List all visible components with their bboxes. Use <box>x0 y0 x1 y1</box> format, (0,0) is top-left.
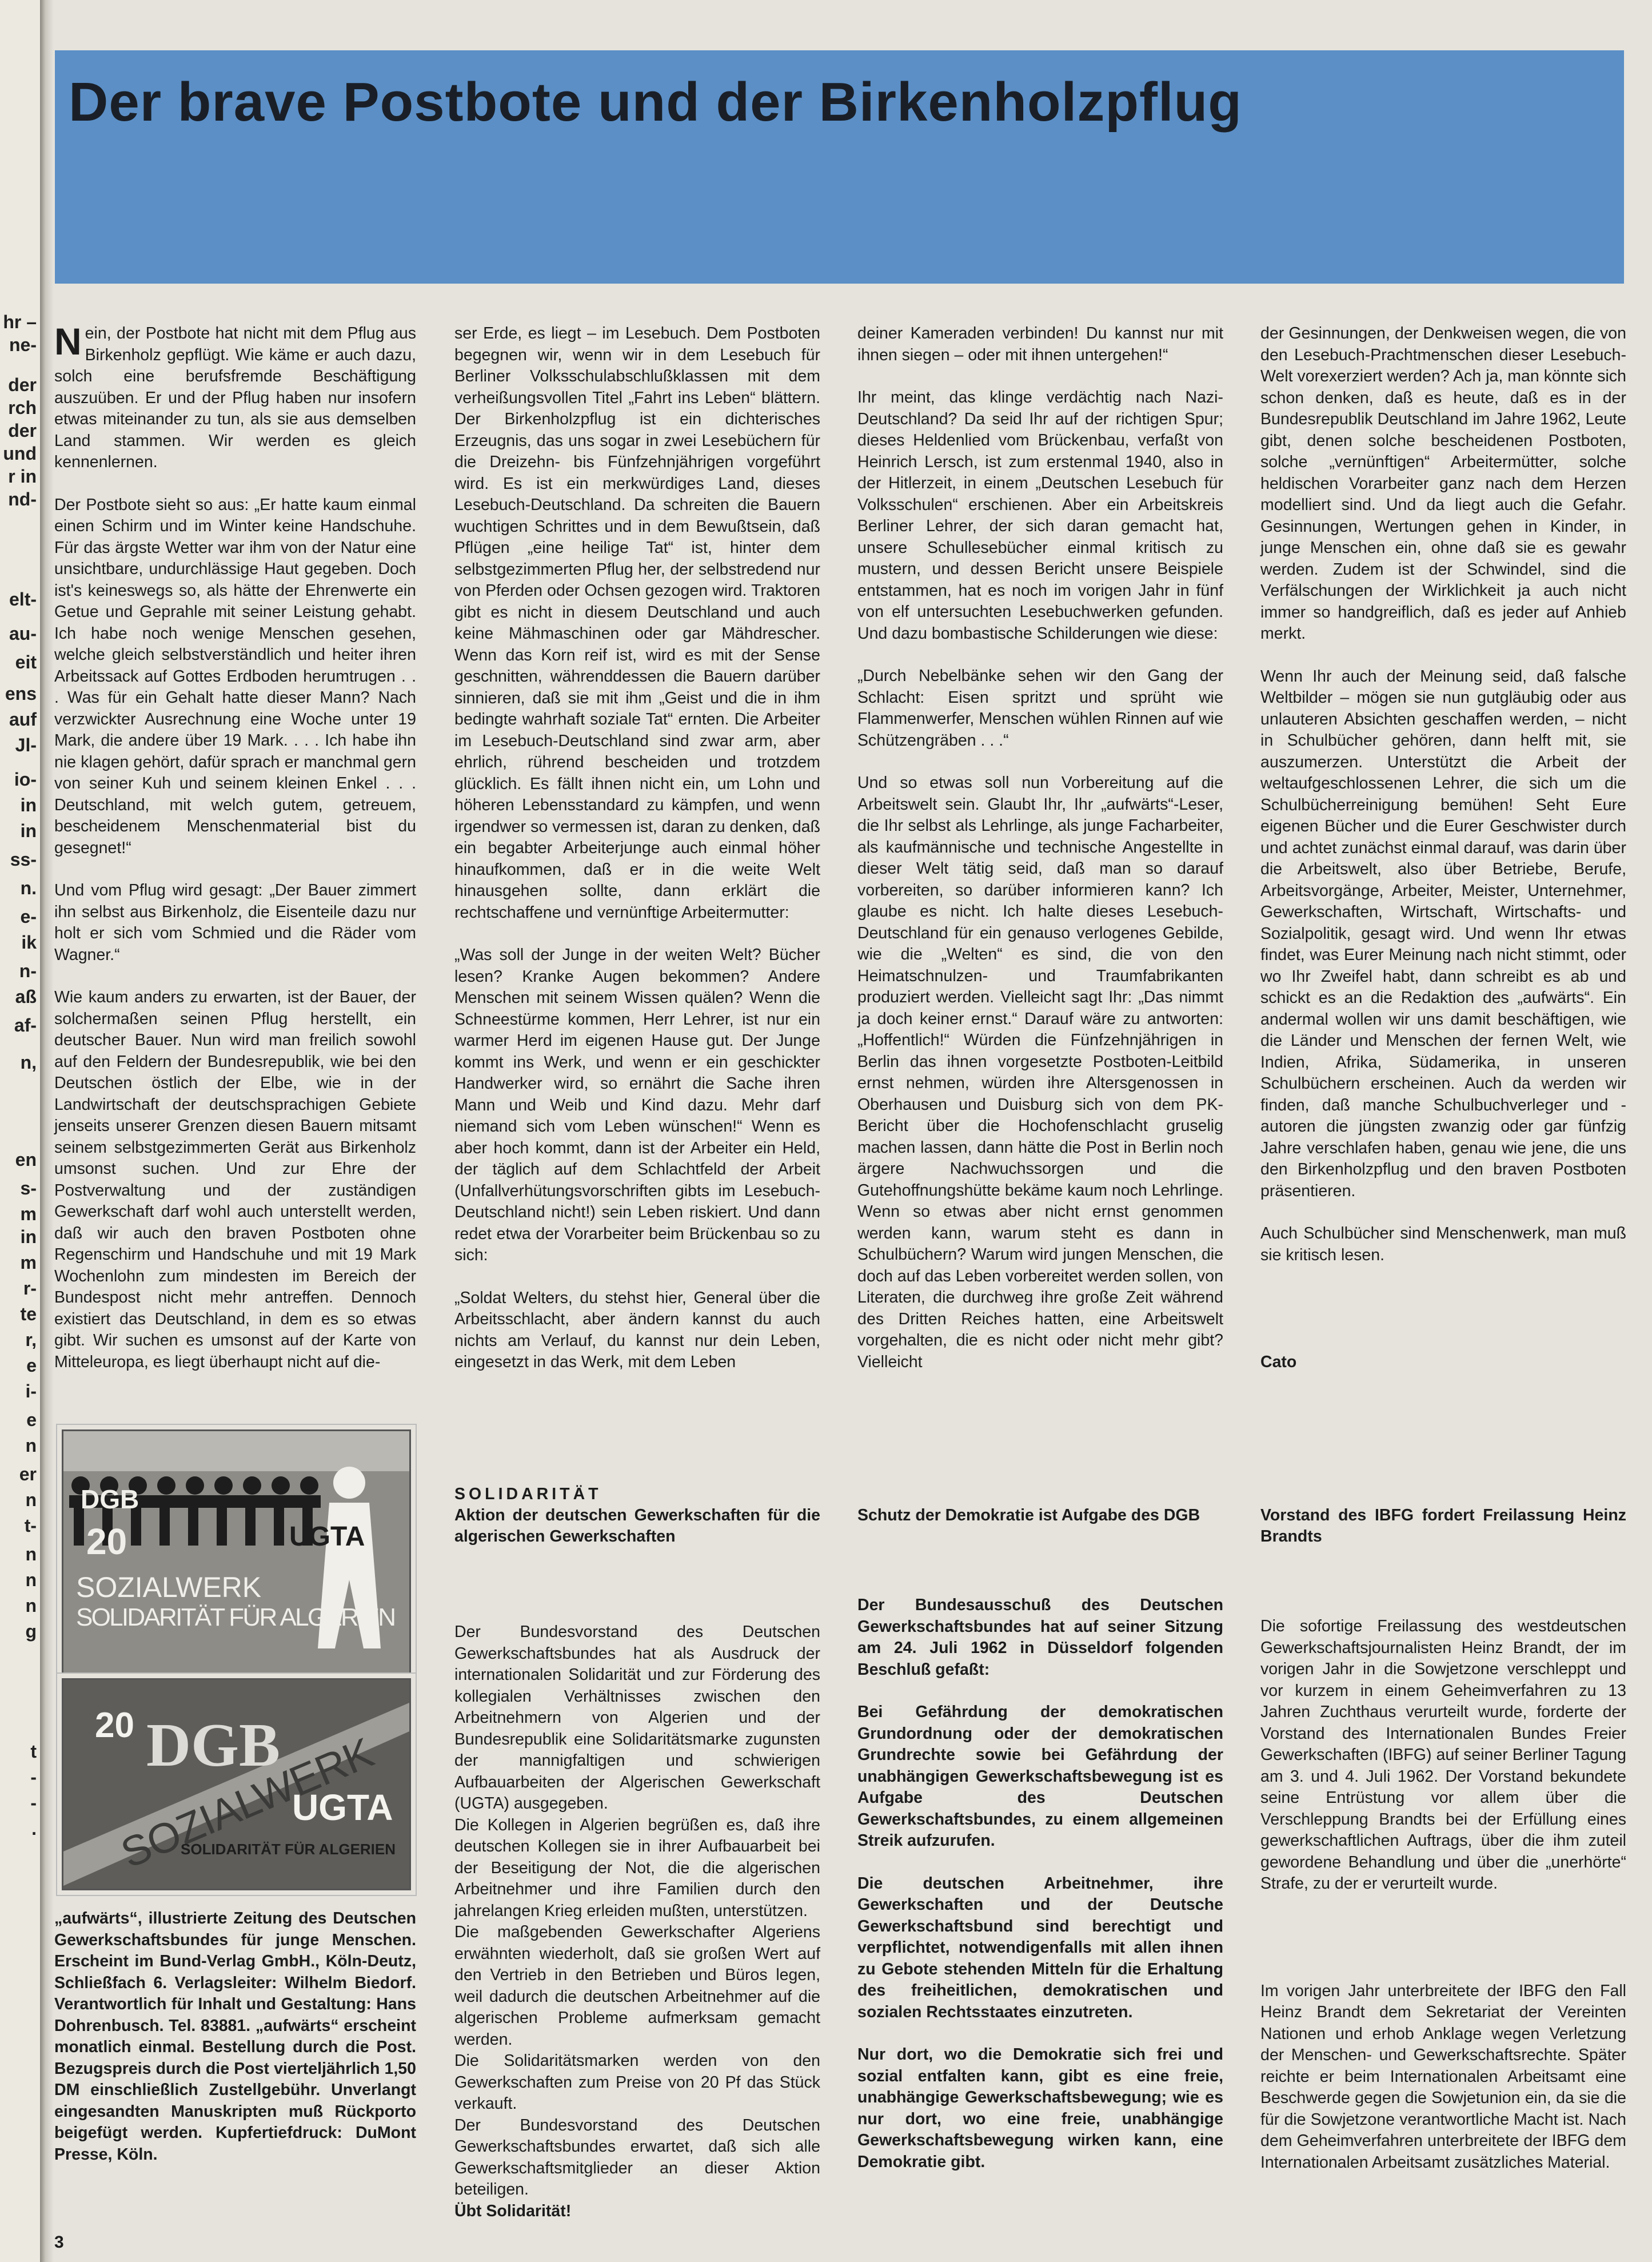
stamp-1-artwork <box>63 1431 409 1674</box>
stamp-2-sozialwerk: SOZIALWERK <box>114 1728 380 1877</box>
imprint-text: „aufwärts“, illustrierte Zeitung des Deutschen Gewerkschaftsbundes für junge Menschen. Erscheint im Bund-Verlag GmbH., Köln-Deutz, Schließfach 6. Verlagsleiter: Wilhelm Biedorf. Verantwortlich für Inhalt und Gestaltung: Hans Dohrenbusch. Tel. 83881. „aufwärts“ erscheint monatlich einmal. Bestellung durch die Post. Bezugspreis durch die Post vierteljährlich 1,50 DM einschließlich Zustellgebühr. Unverlangt eingesandten Manuskripten muß Rückporto beigefügt werden. Kupfertiefdruck: DuMont Presse, Köln. <box>54 1909 416 2164</box>
demokratie-paragraph: Nur dort, wo die Demokratie sich frei und sozial entfalten kann, gibt es eine freie, unabhängige Gewerkschaftsbewegung; wie es nur dort, wo eine freie, unabhängige Gewerkschaftsbewegung wirken kann, eine Demokratie gibt. <box>857 2045 1223 2171</box>
previous-page-fragment: au- <box>9 623 37 644</box>
previous-page-fragment: n <box>25 1570 37 1590</box>
imprint <box>54 1908 416 2187</box>
previous-page-fragment: te <box>20 1304 37 1324</box>
stamp-2-artwork <box>63 1680 409 1889</box>
previous-page-fragment: n- <box>19 961 37 981</box>
previous-page-fragment: n <box>25 1435 37 1456</box>
article-paragraph: „Soldat Welters, du stehst hier, General über die Arbeitsschlacht, aber ändern kannst du auch nichts am Verlauf, du kannst nur dein Leben, eingesetzt in das Werk, mit dem Leben <box>454 1288 820 1371</box>
previous-page-fragment: ss- <box>10 849 37 870</box>
previous-page-fragment: . <box>31 1818 37 1839</box>
solidaritaet-paragraph: Die Kollegen in Algerien begrüßen es, daß ihre deutschen Kollegen sie in ihrer Aufbauarbeit bei der Beseitigung der Not, die die algerischen Arbeitnehmer und ihre Familien durch den jahrelangen Krieg erleiden mußten, unterstützen. <box>454 1815 820 1920</box>
solidaritaet-closing: Übt Solidarität! <box>454 2201 572 2220</box>
stamp-2-bottom: SOLIDARITÄT FÜR ALGERIEN <box>181 1841 396 1858</box>
previous-page-fragment: n <box>25 1595 37 1616</box>
previous-page-fragment: io- <box>14 769 37 790</box>
previous-page-fragment: e <box>26 1409 37 1430</box>
previous-page-fragment: n <box>25 1490 37 1510</box>
article-paragraph: Und so etwas soll nun Vorbereitung auf die Arbeitswelt sein. Glaubt Ihr, Ihr „aufwärts“-Leser, die Ihr selbst als Lehrlinge, als junge Facharbeiter, als kaufmännische und technische Angestellte in dieser Welt tätig seid, daß man so darauf vorbereiten, so darüber informieren kann? Ich glaube es nicht. Ich halte dieses Lesebuch-Deutschland für ein genauso verlogenes Gebilde, wie die „Welten“ es sind, die von den Heimatschnulzen- und Traumfabrikanten produziert werden. Vielleicht sagt Ihr: „Das nimmt ja doch keiner ernst.“ Darauf wäre zu antworten: „Hoffentlich!“ Würden die Fünfzehnjährigen in Berlin das ihnen vorgesetzte Postboten-Leitbild ernst nehmen, würden ihre Altersgenossen in Oberhausen und Duisburg sich von dem PK-Bericht über die Hochofenschlacht gruselig machen lassen, dann hätte die Post in Berlin noch ärgere Nachwuchssorgen und die Gutehoffnungshütte bekäme kaum noch Lehrlinge. Wenn so etwas aber nicht ernst genommen werden kann, warum steht es dann in Schulbüchern? Warum wird jungen Menschen, die doch auf das Leben vorbereitet werden sollen, von Literaten, die durchweg ihre große Zeit während des Dritten Reiches hatten, eine Arbeitswelt vorgehalten, die es nicht oder nicht mehr gibt? Vielleicht <box>857 774 1223 1371</box>
previous-page-fragment: in <box>20 821 37 841</box>
previous-page-fragment: - <box>30 1793 37 1813</box>
article-paragraph: Ihr meint, das klinge verdächtig nach Nazi-Deutschland? Da seid Ihr auf der richtigen Spur; dieses Heldenlied vom Brückenbau, verfaßt von Heinrich Lersch, ist zum erstenmal 1940, also in der Hitlerzeit, in einem „Deutschen Lesebuch für Volksschulen“ erschienen. Aber ein Arbeitskreis Berliner Lehrer, der sich daran gemacht hat, unsere Schullesebücher einmal kritisch zu mustern, und dessen Bericht unsere Beispiele entstammen, hat es noch im vorigen Jahr in fünf von elf untersuchten Lesebuchwerken gefunden. Und dazu bombastische Schilderungen wie diese: <box>857 388 1223 643</box>
previous-page-fragment: m <box>20 1252 37 1273</box>
stamp-2-ugta: UGTA <box>292 1787 393 1828</box>
solidaritaet-paragraph: Die Solidaritätsmarken werden von den Gewerkschaften zum Preise von 20 Pf das Stück verkauft. <box>454 2052 820 2113</box>
stamp-1-line2: SOLIDARITÄT FÜR ALGERIEN <box>76 1603 396 1631</box>
previous-page-fragment: - <box>30 1767 37 1787</box>
ibfg-heading: Vorstand des IBFG fordert Freilassung Heinz Brandts <box>1260 1506 1626 1546</box>
previous-page-fragment: n, <box>20 1052 37 1073</box>
ibfg-paragraph: Im vorigen Jahr unterbreitete der IBFG den Fall Heinz Brandt dem Sekretariat der Vereinten Nationen und erhob Anklage wegen Verletzung der Menschen- und Gewerkschaftsrechte. Später reichte er beim Internationalen Arbeitsamt eine Beschwerde gegen die Sowjetunion ein, da sie die für die Sowjetzone verantwortliche Macht ist. Nach dem Geheimverfahren unterbreitete der IBFG dem Internationalen Arbeitsamt zusätzliches Material. <box>1260 1981 1626 2172</box>
article-paragraph: Und vom Pflug wird gesagt: „Der Bauer zimmert ihn selbst aus Birkenholz, die Eisenteile dazu nur holt er sich vom Schmied und die Räder vom Wagner.“ <box>54 881 416 964</box>
demokratie-paragraph: Bei Gefährdung der demokratischen Grundordnung oder der demokratischen Grundrechte sowie bei Gefährdung der unabhängigen Gewerkschaftsbewegung ist es Aufgabe des Deutschen Gewerkschaftsbundes, zu einem allgemeinen Streik aufzurufen. <box>857 1703 1223 1850</box>
stamp-1-line1: SOZIALWERK <box>76 1571 262 1603</box>
previous-page-fragment: t- <box>24 1515 37 1536</box>
article-paragraph: Nein, der Postbote hat nicht mit dem Pflug aus Birkenholz gepflügt. Wie käme er auch dazu, solch eine berufsfremde Beschäftigung auszuüben. Er und der Pflug haben nur insofern etwas miteinander zu tun, als sie aus demselben Land stammen. Wir werden es gleich kennenlernen. <box>54 320 416 471</box>
demokratie-column <box>857 1505 1223 2194</box>
previous-page-fragment: auf <box>9 709 37 730</box>
previous-page-edge <box>0 0 40 2262</box>
previous-page-fragment: i- <box>25 1381 37 1401</box>
previous-page-fragment: m <box>20 1204 37 1224</box>
stamp-1-value: 20 <box>86 1521 127 1562</box>
article-paragraph: Wenn Ihr auch der Meinung seid, daß falsche Weltbilder – mögen sie nun gutgläubig oder aus unlauteren Absichten geschaffen werden, – nicht in Schulbücher gehören, dann helft mit, sie auszumerzen. Unterstützt die Arbeit der weltaufgeschlossenen Lehrer, die sich um die Schulbücherreinigung bemühen! Seht Eure eigenen Bücher und die Eurer Geschwister durch und achtet zunächst einmal darauf, was darin über die Arbeitswelt, also über Betriebe, Berufe, Arbeitsvorgänge, Arbeiter, Meister, Unternehmer, Gewerkschaften, Wirtschaft, Wirtschafts- und Sozialpolitik, gesagt wird. Und wenn Ihr etwas findet, was Eurer Meinung nach nicht stimmt, oder wo Ihr Zweifel habt, dann schreibt es ab und schickt es an die Redaktion des „aufwärts“. Ein andermal wollen wir uns damit beschäftigen, wie die Länder und Menschen der fernen Welt, wie Indien, Afrika, Südamerika, in unseren Schulbüchern erscheinen. Auch da werden wir finden, daß manche Schulbuchverleger und -autoren die jüngsten zwanzig oder gar fünfzig Jahre verschlafen haben, genau wie jene, die uns den Birkenholzpflug und den braven Postboten präsentieren. <box>1260 667 1626 1200</box>
page-number: 3 <box>54 2233 64 2252</box>
title-banner <box>55 50 1624 284</box>
previous-page-fragment: in <box>20 1226 37 1247</box>
article-paragraph: Auch Schulbücher sind Menschenwerk, man muß sie kritisch lesen. <box>1260 1224 1626 1264</box>
article-paragraph: Der Postbote sieht so aus: „Er hatte kaum einmal einen Schirm und im Winter keine Handschuhe. Für das ärgste Wetter war ihm von der Natur eine unsichtbare, undurchlässige Haut gegeben. Doch ist's keineswegs so, als hätte der Ehrenwerte ein Getue und Geprahle mit seiner Leistung gehabt. Ich habe noch wenige Menschen gesehen, welche gleich selbstverständlich und heiter ihren Arbeitssack auf Gottes Erdboden herumtrugen . . . Was für ein Gehalt hatte dieser Mann? Nach verzwickter Ausrechnung eine Woche unter 19 Mark, die andere über 19 Mark. . . . Ich habe ihn nie klagen gehört, dafür sprach er manchmal gern von seiner Kuh und seinem kleinen Enkel . . . Deutschland, mit welch gutem, getreuem, bescheidenem Menschenmaterial bist du gesegnet!“ <box>54 495 416 857</box>
article-paragraph: „Durch Nebelbänke sehen wir den Gang der Schlacht: Eisen spritzt und sprüht wie Flammenwerfer, Menschen wühlen Rinnen auf wie Schützengräben . . .“ <box>857 667 1223 750</box>
demokratie-paragraph: Der Bundesausschuß des Deutschen Gewerkschaftsbundes hat auf seiner Sitzung am 24. Juli 1962 in Düsseldorf folgenden Beschluß gefaßt: <box>857 1596 1223 1679</box>
previous-page-fragment: und <box>3 443 37 464</box>
stamp-2-dgb-logo: DGB <box>146 1711 281 1779</box>
previous-page-fragment: aß <box>15 986 37 1007</box>
previous-page-fragment: in <box>20 795 37 815</box>
previous-page-fragment: s- <box>20 1178 37 1198</box>
stamp-1-ugta: UGTA <box>289 1522 365 1552</box>
previous-page-fragment: n. <box>20 878 37 898</box>
solidaritaet-heading: Aktion der deutschen Gewerkschaften für die algerischen Gewerkschaften <box>454 1506 820 1546</box>
solidaritaet-paragraph: Die maßgebenden Gewerkschafter Algeriens erwähnten wiederholt, daß sie großen Wert auf den Vertrieb in den Betrieben und Büros legen, weil dadurch die deutschen Arbeitnehmer auf die algerischen Probleme aufmerksam gemacht werden. <box>454 1923 820 2049</box>
solidaritaet-kicker: SOLIDARITÄT <box>454 1485 602 1503</box>
demokratie-heading: Schutz der Demokratie ist Aufgabe des DGB <box>857 1506 1200 1524</box>
binding-gutter <box>40 0 54 2262</box>
previous-page-fragment: elt- <box>9 589 37 610</box>
article-paragraph: ser Erde, es liegt – im Lesebuch. Dem Postboten begegnen wir, wenn wir in dem Lesebuch für Berliner Volksschulabschlußklassen mit dem verheißungsvollen Titel „Fahrt ins Leben“ blättern. Der Birkenholzpflug ist ein dichterisches Erzeugnis, das uns sogar in zwei Lesebüchern für die Dreizehn- bis Fünfzehnjährigen vorgeführt wird. Es ist ein merkwürdiges Land, dieses Lesebuch-Deutschland. Da schreiten die Bauern wuchtigen Schrittes und in dem Bewußtsein, daß Pflügen „eine heilige Tat“ ist, hinter dem selbstgezimmerten Pflug her, der selbstredend nur von Pferden oder Ochsen gezogen wird. Traktoren gibt es nicht in diesem Deutschland und auch keine Mähmaschinen oder gar Mähdrescher. Wenn das Korn reif ist, wird es mit der Sense geschnitten, währenddessen die Bauern darüber sinnieren, daß sie mit ihm „Geist und die in ihm bedingte wahrhaft soziale Tat“ ernten. Die Arbeiter im Lesebuch-Deutschland sind zwar arm, aber ehrlich, rührend bescheiden und trotzdem glücklich. Es fällt ihnen nicht ein, um Lohn und höheren Lebensstandard zu kämpfen, und wenn irgendwer so vermessen ist, daran zu denken, daß ein begabter Arbeiterjunge auch einmal höher hinaufkommen, daß er in die weite Welt hinausgehen sollte, dann erklärt die rechtschaffene und vernünftige Arbeitermutter: <box>454 324 820 922</box>
article-column-1 <box>54 320 416 1394</box>
previous-page-fragment: en <box>15 1149 37 1170</box>
previous-page-fragment: t <box>30 1741 37 1762</box>
previous-page-fragment: af- <box>14 1015 37 1036</box>
article-paragraph: Wie kaum anders zu erwarten, ist der Bauer, der solchermaßen seinen Pflug herstellt, ein deutscher Bauer. Nun wird man freilich sowohl auf den Feldern der Bundesrepublik, wie bei den Deutschen östlich der Elbe, wie in der Landwirtschaft der deutschsprachigen Gebiete jenseits unserer Grenzen diesen Bauern mitsamt seinem selbstgezimmerten Gerät aus Birkenholz umsonst suchen. Und zur Ehre der Postverwaltung und der zuständigen Gewerkschaft darf wohl auch unterstellt werden, daß wir auch den braven Postboten ohne Regenschirm und Handschuhe und mit 19 Mark Wochenlohn zum mindesten im Bereich der Bundespost nicht mehr antreffen. Dennoch existiert das Deutschland, in dem es so etwas gibt. Wir suchen es umsonst auf der Karte von Mitteleuropa, es liegt überhaupt nicht auf die- <box>54 988 416 1371</box>
demokratie-paragraph: Die deutschen Arbeitnehmer, ihre Gewerkschaften und der Deutsche Gewerkschaftsbund sind berechtigt und verpflichtet, notwendigenfalls mit allen ihnen zu Gebote stehenden Mitteln für die Erhaltung des freiheitlichen, demokratischen und sozialen Rechtsstaates einzutreten. <box>857 1874 1223 2021</box>
stamp-1-dgb: DGB <box>81 1484 139 1514</box>
previous-page-fragment: ne- <box>9 334 37 355</box>
solidarity-stamp-2 <box>62 1678 411 1890</box>
article-column-3 <box>857 323 1223 1394</box>
article-paragraph: „Was soll der Junge in der weiten Welt? Bücher lesen? Kranke Augen bekommen? Andere Menschen mit seinem Wissen quälen? Wenn die Schneestürme kommen, Herr Lehrer, ist nur ein warmer Herd im eigenen Hause gut. Der Junge kommt ins Werk, und wenn er ein geschickter Handwerker wird, so ernährt die Sache ihren Mann und Weib und Kind dazu. Mehr darf niemand sich vom Leben wünschen!“ Wenn es aber hoch kommt, dann ist der Arbeiter ein Held, der täglich auf dem Schlachtfeld der Arbeit (Unfallverhütungsvorschriften gibts im Lesebuch-Deutschland nicht!) sein Leben riskiert. Und dann redet etwa der Vorarbeiter beim Brückenbau so zu sich: <box>454 946 820 1264</box>
previous-page-fragment: r in <box>8 466 37 487</box>
solidaritaet-paragraph: Der Bundesvorstand des Deutschen Gewerkschaftsbundes hat als Ausdruck der internationalen Solidarität und zur Förderung des kollegialen Verhältnisses zwischen den Arbeitnehmern von Algerien und der Bundesrepublik eine Solidaritätsmarke zugunsten der mannigfaltigen und schwierigen Aufbauarbeiten der Algerischen Gewerkschaft (UGTA) ausgegeben. <box>454 1623 820 1813</box>
article-column-2 <box>454 323 820 1395</box>
previous-page-fragment: der <box>8 420 37 441</box>
drop-cap: N <box>54 320 82 363</box>
previous-page-fragment: g <box>25 1621 37 1642</box>
previous-page-fragment: e- <box>20 906 37 927</box>
ibfg-paragraph: Die sofortige Freilassung des westdeutschen Gewerkschaftsjournalisten Heinz Brandt, der im vorigen Jahr in die Sowjetzone verschleppt und vor kurzem in einem Geheimverfahren zu 13 Jahren Zuchthaus verurteilt wurde, forderte der Vorstand des Internationalen Bundes Freier Gewerkschaften (IBFG) auf seiner Berliner Tagung am 3. und 4. Juli 1962. Der Vorstand bekundete seine Entrüstung vor allem über die Verschleppung Brandts bei der Erfüllung eines gewerkschaftlichen Auftrags, über die ihm zuteil gewordene Behandlung und über die „unerhörte“ Strafe, zu der er verurteilt wurde. <box>1260 1617 1626 1893</box>
solidaritaet-paragraph: Der Bundesvorstand des Deutschen Gewerkschaftsbundes erwartet, daß sich alle Gewerkschaftsmitglieder an dieser Aktion beteiligen. <box>454 2116 820 2199</box>
previous-page-fragment: hr – <box>3 312 37 332</box>
stamp-2-value: 20 <box>95 1706 134 1745</box>
previous-page-fragment: n <box>25 1544 37 1564</box>
previous-page-fragment: er <box>19 1464 37 1484</box>
previous-page-fragment: rch <box>8 397 37 418</box>
previous-page-fragment: ens <box>5 683 37 704</box>
article-column-4 <box>1260 323 1626 1395</box>
previous-page-fragment: nd- <box>8 489 37 509</box>
article-paragraph: deiner Kameraden verbinden! Du kannst nur mit ihnen siegen – oder mit ihnen untergehen!“ <box>857 324 1223 364</box>
previous-page-fragment: r- <box>23 1278 37 1299</box>
previous-page-fragment: Jl- <box>15 735 37 755</box>
previous-page-fragment: r, <box>25 1329 37 1350</box>
previous-page-fragment: ik <box>21 932 37 953</box>
previous-page-fragment: e <box>26 1355 37 1376</box>
article-paragraph: der Gesinnungen, der Denkweisen wegen, die von den Lesebuch-Prachtmenschen dieser Lesebuch-Welt vorexerziert werden? Ach ja, man könnte sich schon denken, daß es heute, daß es in der Bundesrepublik Deutschland im Jahre 1962, Leute gibt, denen solche bescheidenen Postboten, solche „vernünftigen“ Arbeitermütter, solche heldischen Vorarbeiter ganz nach dem Herzen modelliert sind. Und da liegt auch die Gefahr. Gesinnungen, Wertungen gehen in Kinder, in junge Menschen ein, ohne daß sie es gewahr werden. Zudem ist der Schwindel, sind die Verfälschungen der Wirklichkeit ja auch nicht immer so handgreiflich, daß es jeder auf Anhieb merkt. <box>1260 324 1626 643</box>
previous-page-fragment: der <box>8 375 37 395</box>
previous-page-fragment: eit <box>15 652 37 672</box>
solidarity-stamp-1 <box>62 1429 411 1676</box>
article-title: Der brave Postbote und der Birkenholzpflug <box>69 71 1242 133</box>
ibfg-column <box>1260 1505 1626 2195</box>
article-signature: Cato <box>1260 1353 1297 1371</box>
solidaritaet-column <box>454 1484 820 2222</box>
